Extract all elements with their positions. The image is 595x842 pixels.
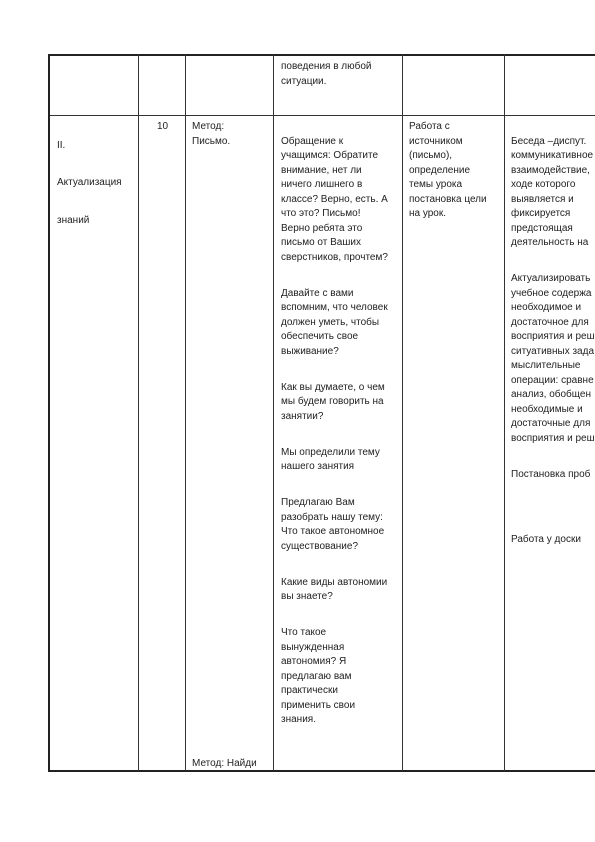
- teacher-activity-cell: [281, 120, 401, 749]
- result-paragraph: Постановка проб: [511, 468, 591, 480]
- teacher-paragraph: Какие виды автономии вы знаете?: [281, 576, 388, 602]
- column-divider: [185, 54, 186, 771]
- student-activity-cell: Работа с источником (письмо), определение темы урока постановка цели на урок.: [409, 121, 487, 219]
- result-paragraph: Беседа –диспут. коммуникативное взаимодействие, ходе которого выявляется и фиксируется предстоящая деятельность на: [511, 135, 594, 248]
- column-divider: [504, 54, 505, 771]
- table-bottom-border: [48, 770, 595, 772]
- stage-number: II.: [57, 139, 66, 151]
- method-cell-bottom: Метод: Найди: [192, 758, 257, 769]
- teacher-paragraph: Что такое вынужденная автономия? Я предлагаю вам практически применить свои знания.: [281, 627, 356, 725]
- method-cell: Метод: Письмо.: [192, 121, 231, 147]
- time-cell: 10: [157, 121, 169, 132]
- teacher-paragraph: Как вы думаете, о чем мы будем говорить на занятии?: [281, 381, 385, 422]
- stage-cell: [57, 119, 137, 246]
- teacher-paragraph: Мы определили тему нашего занятия: [281, 446, 380, 472]
- teacher-paragraph: Давайте с вами вспомним, что человек должен уметь, чтобы обеспечить свое выживание?: [281, 287, 388, 357]
- stage-title-line-1: Актуализация: [57, 177, 122, 188]
- table-left-border: [48, 54, 50, 772]
- result-paragraph: Актуализировать учебное содержа необходимое и достаточное для восприятия и реш ситуативных зада мыслительные операции: сравне анализ, обобщен необходимые и достаточные для восприятия и реш: [511, 273, 595, 444]
- teacher-paragraph: Обращение к учащимся: Обратите внимание, нет ли ничего лишнего в классе? Верно, есть. А что это? Письмо! Верно ребята это письмо от Ваших сверстников, прочтем?: [281, 135, 388, 263]
- stage-title-line-2: знаний: [57, 214, 90, 226]
- teacher-activity-cell-top: поведения в любой ситуации.: [281, 61, 372, 87]
- result-cell-bottom: Работа у доски: [511, 534, 581, 545]
- table-top-border: [48, 54, 595, 56]
- row-divider: [48, 115, 595, 116]
- column-divider: [138, 54, 139, 771]
- column-divider: [273, 54, 274, 771]
- result-cell: [511, 120, 595, 504]
- column-divider: [402, 54, 403, 771]
- teacher-paragraph: Предлагаю Вам разобрать нашу тему: Что такое автономное существование?: [281, 497, 385, 552]
